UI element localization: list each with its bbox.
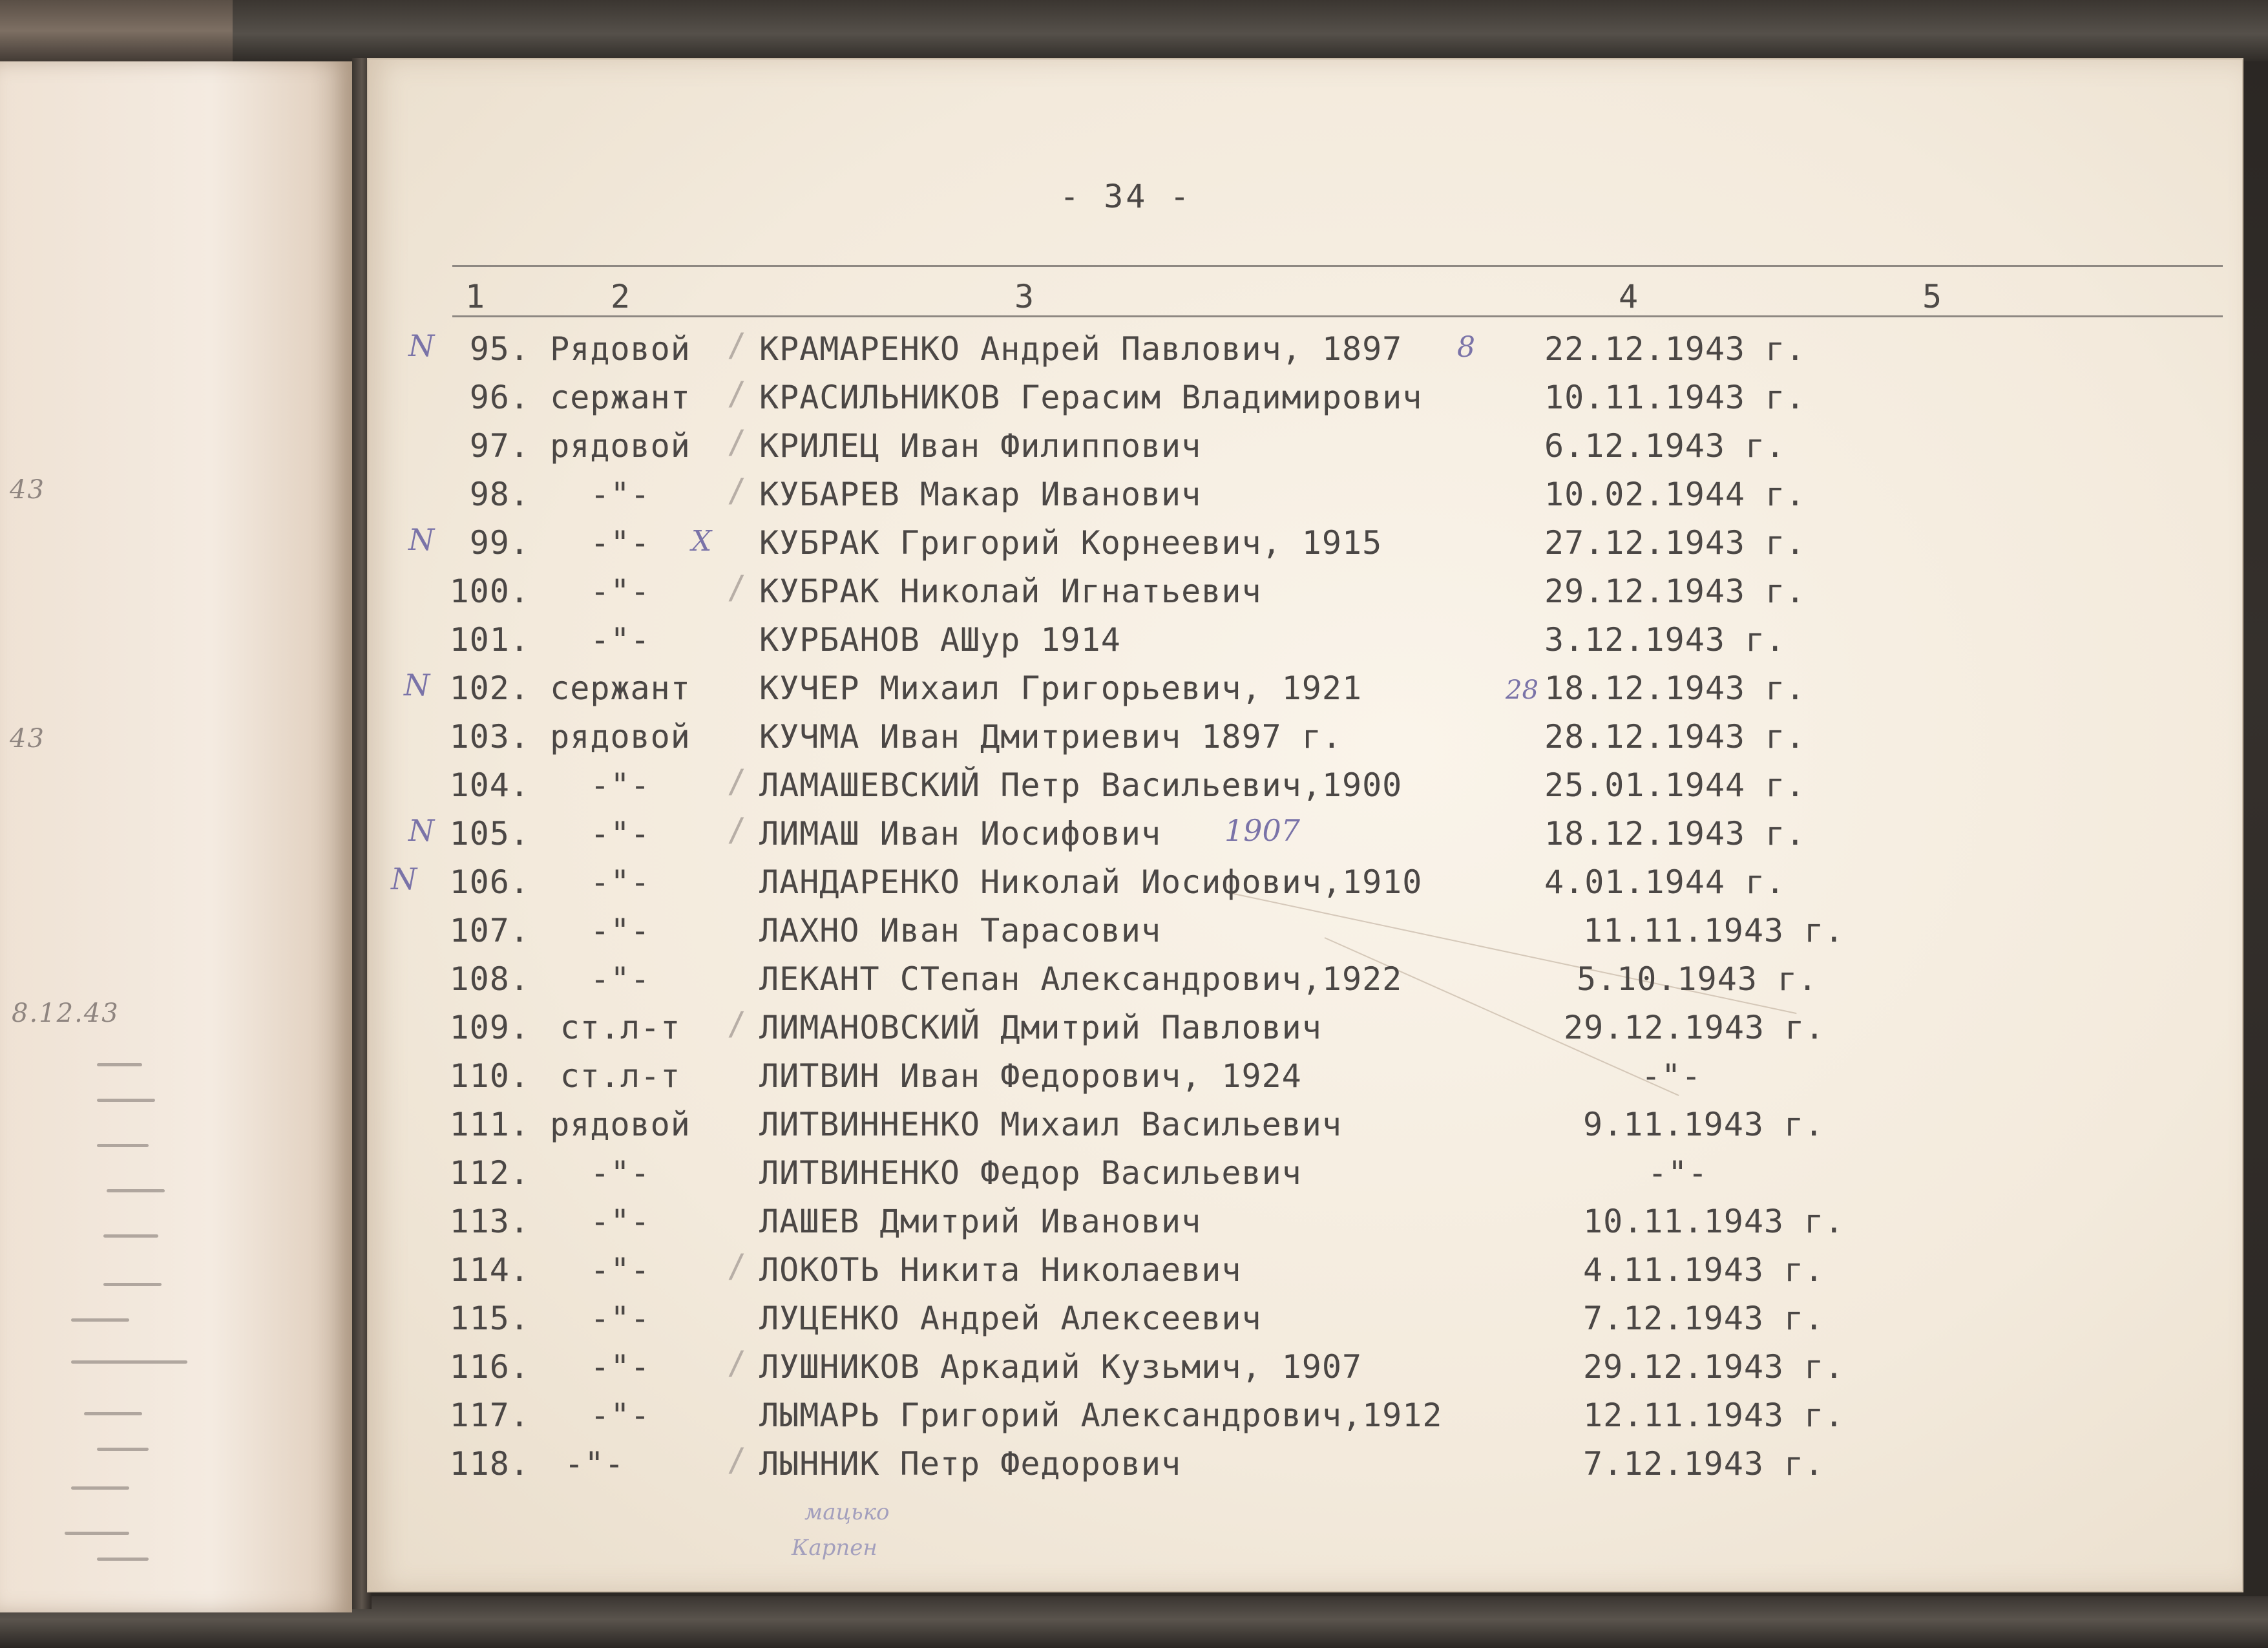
row-date: 5.10.1943 г.	[1577, 960, 1818, 998]
row-name: КУБАРЕВ Макар Иванович	[759, 476, 1202, 513]
table-row	[0, 375, 2268, 420]
handwritten-date-correction: 28	[1506, 675, 1538, 705]
row-name: ЛАХНО Иван Тарасович	[759, 912, 1162, 949]
row-name: ЛИТВИНЕНКО Федор Васильевич	[759, 1154, 1302, 1192]
row-date: 9.11.1943 г.	[1583, 1106, 1825, 1143]
row-date: 29.12.1943 г.	[1583, 1348, 1845, 1386]
row-rank: -"-	[590, 960, 651, 998]
row-number: 115.	[449, 1300, 530, 1337]
table-row	[0, 908, 2268, 953]
row-rank: ст.л-т	[560, 1057, 681, 1095]
pencil-note-surname: Карпен	[792, 1535, 877, 1561]
row-date: 11.11.1943 г.	[1583, 912, 1845, 949]
column-separator-mark: /	[727, 472, 747, 509]
row-number: 116.	[449, 1348, 530, 1386]
column-separator-mark: /	[727, 1441, 747, 1479]
row-date: 25.01.1944 г.	[1544, 766, 1806, 804]
table-row	[0, 666, 2268, 711]
row-date: 18.12.1943 г.	[1544, 670, 1806, 707]
column-separator-mark: /	[727, 423, 747, 461]
row-number: 100.	[449, 573, 530, 610]
row-name: ЛИМАШ Иван Иосифович	[759, 815, 1162, 852]
row-rank: -"-	[590, 573, 651, 610]
row-rank: -"-	[564, 1445, 625, 1483]
row-name: ЛОКОТЬ Никита Николаевич	[759, 1251, 1242, 1289]
row-rank: -"-	[590, 524, 651, 562]
row-rank: -"-	[590, 621, 651, 659]
table-row	[0, 956, 2268, 1002]
row-number: 99.	[469, 524, 530, 562]
row-number: 103.	[449, 718, 530, 755]
row-number: 118.	[449, 1445, 530, 1483]
table-row	[0, 569, 2268, 614]
row-number: 114.	[449, 1251, 530, 1289]
row-rank: ст.л-т	[560, 1009, 681, 1046]
table-row	[0, 1005, 2268, 1050]
row-name: КУБРАК Григорий Корнеевич, 1915	[759, 524, 1383, 562]
handwritten-check-mark: N	[408, 328, 435, 363]
row-number: 108.	[449, 960, 530, 998]
row-name: ЛУЦЕНКО Андрей Алексеевич	[759, 1300, 1262, 1337]
row-number: 104.	[449, 766, 530, 804]
row-rank: рядовой	[550, 1106, 691, 1143]
handwritten-check-mark: N	[391, 861, 417, 896]
row-date: 3.12.1943 г.	[1544, 621, 1786, 659]
row-name: ЛЕКАНТ СТепан Александрович,1922	[759, 960, 1403, 998]
row-date: 28.12.1943 г.	[1544, 718, 1806, 755]
table-row	[0, 326, 2268, 372]
column-separator-mark: /	[727, 763, 747, 800]
row-rank: рядовой	[550, 718, 691, 755]
column-header-5: 5	[1922, 278, 1942, 315]
column-header-2: 2	[611, 278, 631, 315]
row-name: ЛИТВИННЕНКО Михаил Васильевич	[759, 1106, 1342, 1143]
row-rank: -"-	[590, 912, 651, 949]
row-number: 107.	[449, 912, 530, 949]
row-date: 29.12.1943 г.	[1564, 1009, 1825, 1046]
column-header-1: 1	[465, 278, 485, 315]
row-rank: -"-	[590, 815, 651, 852]
column-header-4: 4	[1619, 278, 1639, 315]
row-rank: -"-	[590, 863, 651, 901]
table-row	[0, 423, 2268, 469]
table-row	[0, 1247, 2268, 1293]
row-name: ЛИТВИН Иван Федорович, 1924	[759, 1057, 1302, 1095]
row-rank: -"-	[590, 1203, 651, 1240]
table-row	[0, 811, 2268, 856]
row-rank: -"-	[590, 1251, 651, 1289]
row-date: 10.02.1944 г.	[1544, 476, 1806, 513]
row-name: ЛИМАНОВСКИЙ Дмитрий Павлович	[759, 1009, 1322, 1046]
row-date: 22.12.1943 г.	[1544, 330, 1806, 368]
row-rank: -"-	[590, 1154, 651, 1192]
row-rank: -"-	[590, 766, 651, 804]
column-separator-mark: /	[727, 1247, 747, 1285]
row-number: 109.	[449, 1009, 530, 1046]
row-name: ЛАМАШЕВСКИЙ Петр Васильевич,1900	[759, 766, 1403, 804]
table-row	[0, 617, 2268, 662]
column-separator-mark: /	[727, 375, 747, 412]
table-row	[0, 763, 2268, 808]
row-number: 106.	[449, 863, 530, 901]
table-row	[0, 714, 2268, 759]
row-name: КУБРАК Николай Игнатьевич	[759, 573, 1262, 610]
row-name: ЛЫННИК Петр Федорович	[759, 1445, 1182, 1483]
table-row	[0, 1053, 2268, 1099]
left-margin-note-a: 43	[10, 475, 45, 505]
handwritten-year-correction: 8	[1457, 331, 1475, 364]
row-date: 4.01.1944 г.	[1544, 863, 1786, 901]
row-date: 7.12.1943 г.	[1583, 1300, 1825, 1337]
row-number: 112.	[449, 1154, 530, 1192]
row-date: 29.12.1943 г.	[1544, 573, 1806, 610]
table-row	[0, 472, 2268, 517]
row-date: 10.11.1943 г.	[1583, 1203, 1845, 1240]
pencil-note-surname: мацько	[804, 1499, 890, 1525]
row-date: -"-	[1641, 1057, 1702, 1095]
row-number: 105.	[449, 815, 530, 852]
column-separator-mark: /	[727, 326, 747, 364]
row-rank: -"-	[590, 476, 651, 513]
row-rank: сержант	[550, 670, 691, 707]
row-rank: -"-	[590, 1348, 651, 1386]
row-rank: Рядовой	[550, 330, 691, 368]
row-name: КУЧЕР Михаил Григорьевич, 1921	[759, 670, 1363, 707]
table-row	[0, 860, 2268, 905]
table-row	[0, 1344, 2268, 1389]
row-name: КРИЛЕЦ Иван Филиппович	[759, 427, 1202, 465]
row-number: 117.	[449, 1397, 530, 1434]
handwritten-check-mark: N	[408, 813, 435, 848]
table-row	[0, 1150, 2268, 1196]
row-number: 97.	[469, 427, 530, 465]
handwritten-year: 1907	[1224, 813, 1301, 848]
row-date: 27.12.1943 г.	[1544, 524, 1806, 562]
row-name: КРАСИЛЬНИКОВ Герасим Владимирович	[759, 379, 1423, 416]
row-rank: сержант	[550, 379, 691, 416]
table-row	[0, 1102, 2268, 1147]
row-number: 113.	[449, 1203, 530, 1240]
row-name: КУРБАНОВ АШур 1914	[759, 621, 1121, 659]
row-date: -"-	[1648, 1154, 1708, 1192]
row-name: ЛУШНИКОВ Аркадий Кузьмич, 1907	[759, 1348, 1363, 1386]
column-separator-mark: /	[727, 1344, 747, 1382]
row-number: 101.	[449, 621, 530, 659]
left-margin-note-b: 43	[10, 724, 45, 754]
row-date: 7.12.1943 г.	[1583, 1445, 1825, 1483]
row-date: 10.11.1943 г.	[1544, 379, 1806, 416]
row-rank: -"-	[590, 1300, 651, 1337]
column-separator-mark: /	[727, 811, 747, 849]
row-rank: -"-	[590, 1397, 651, 1434]
handwritten-check-mark: N	[408, 522, 435, 557]
row-number: 96.	[469, 379, 530, 416]
handwritten-x-mark: X	[691, 525, 712, 558]
row-number: 98.	[469, 476, 530, 513]
row-number: 110.	[449, 1057, 530, 1095]
row-name: ЛЫМАРЬ Григорий Александрович,1912	[759, 1397, 1443, 1434]
row-name: КРАМАРЕНКО Андрей Павлович, 1897	[759, 330, 1403, 368]
column-separator-mark: /	[727, 569, 747, 606]
left-margin-note-c: 8.12.43	[12, 998, 120, 1028]
row-number: 95.	[469, 330, 530, 368]
row-name: ЛАНДАРЕНКО Николай Иосифович,1910	[759, 863, 1423, 901]
handwritten-check-mark: N	[404, 668, 430, 703]
table-row	[0, 520, 2268, 565]
table-row	[0, 1393, 2268, 1438]
column-separator-mark: /	[727, 1005, 747, 1042]
row-number: 111.	[449, 1106, 530, 1143]
table-row	[0, 1199, 2268, 1244]
row-date: 4.11.1943 г.	[1583, 1251, 1825, 1289]
row-name: ЛАШЕВ Дмитрий Иванович	[759, 1203, 1202, 1240]
row-date: 18.12.1943 г.	[1544, 815, 1806, 852]
row-number: 102.	[449, 670, 530, 707]
row-date: 12.11.1943 г.	[1583, 1397, 1845, 1434]
column-header-3: 3	[1014, 278, 1034, 315]
row-rank: рядовой	[550, 427, 691, 465]
row-name: КУЧМА Иван Дмитриевич 1897 г.	[759, 718, 1342, 755]
table-row	[0, 1296, 2268, 1341]
row-date: 6.12.1943 г.	[1544, 427, 1786, 465]
page-number: - 34 -	[1060, 178, 1192, 215]
table-row	[0, 1441, 2268, 1486]
